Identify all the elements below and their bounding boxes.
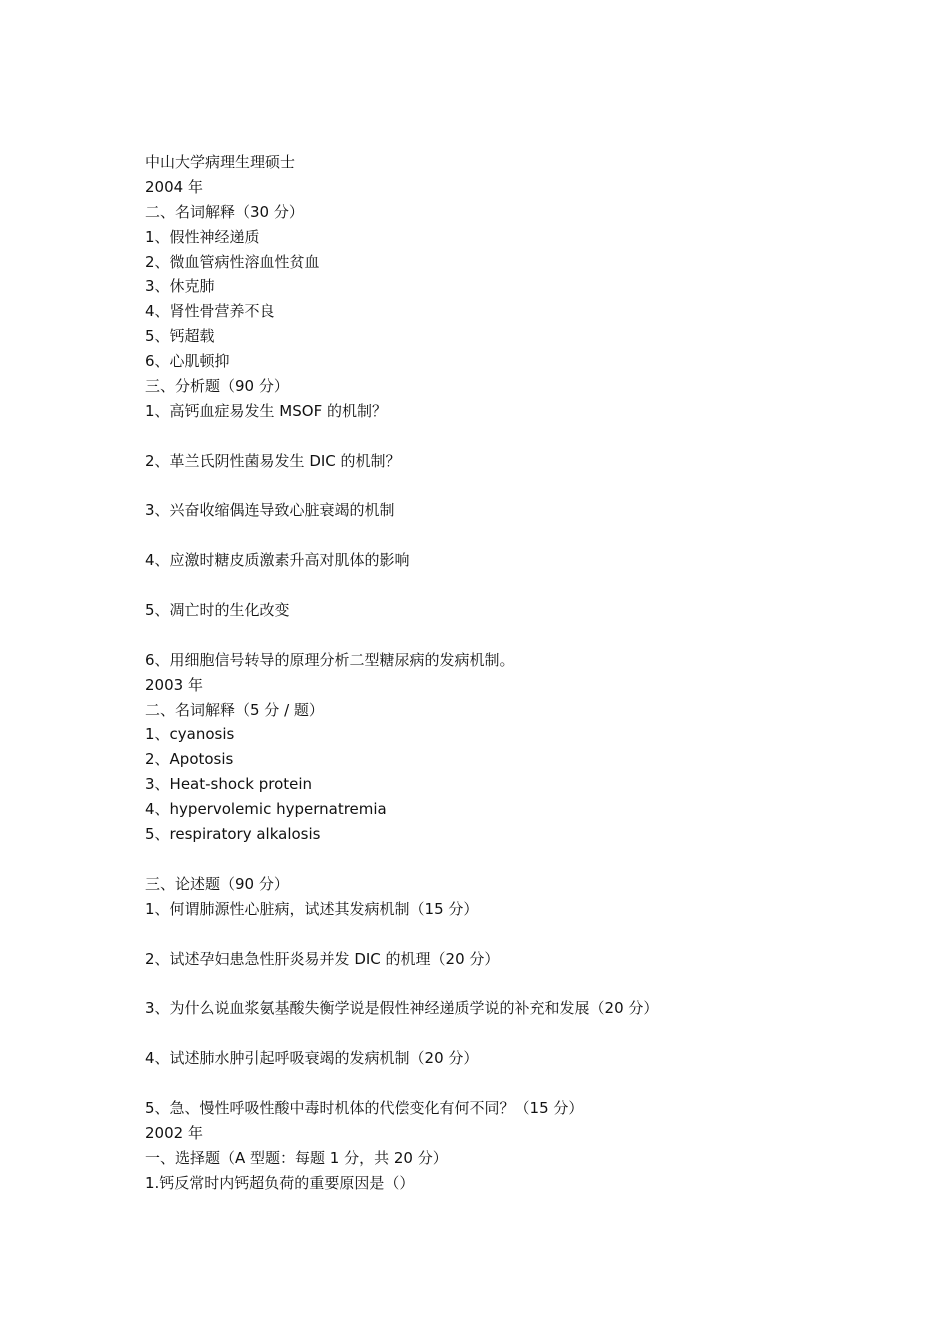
blank-line — [145, 623, 845, 648]
text-line: 二、名词解释（5 分 / 题） — [145, 700, 324, 719]
blank-line — [145, 523, 845, 548]
text-line: 5、respiratory alkalosis — [145, 825, 321, 844]
blank-line — [145, 1071, 845, 1096]
text-line: 1、cyanosis — [145, 725, 235, 744]
text-line: 4、应激时糖皮质激素升高对肌体的影响 — [145, 551, 410, 570]
text-line: 2、Apotosis — [145, 750, 234, 769]
text-line: 三、论述题（90 分） — [145, 874, 289, 893]
text-line: 2004 年 — [145, 177, 203, 196]
blank-line — [145, 573, 845, 598]
document-title: 中山大学病理生理硕士 — [145, 153, 296, 171]
text-line: 6、心肌顿抑 — [145, 352, 230, 371]
text-line: 3、兴奋收缩偶连导致心脏衰竭的机制 — [145, 501, 395, 520]
text-line: 1、假性神经递质 — [145, 227, 260, 246]
text-line: 1、高钙血症易发生 MSOF 的机制？ — [145, 401, 387, 420]
text-line: 2、微血管病性溶血性贫血 — [145, 252, 320, 271]
text-line: 4、hypervolemic hypernatremia — [145, 800, 387, 819]
text-line: 1、何谓肺源性心脏病，试述其发病机制（15 分） — [145, 899, 479, 918]
blank-line — [145, 971, 845, 996]
text-line: 2、革兰氏阴性菌易发生 DIC 的机制？ — [145, 451, 401, 470]
text-line: 4、肾性骨营养不良 — [145, 302, 275, 321]
text-line: 3、休克肺 — [145, 277, 215, 296]
text-line: 3、Heat-shock protein — [145, 775, 313, 794]
blank-line — [145, 1021, 845, 1046]
blank-line — [145, 474, 845, 499]
text-line: 4、试述肺水肿引起呼吸衰竭的发病机制（20 分） — [145, 1049, 479, 1068]
text-line: 5、急、慢性呼吸性酸中毒时机体的代偿变化有何不同？（15 分） — [145, 1098, 584, 1117]
blank-line — [145, 847, 845, 872]
blank-line — [145, 922, 845, 947]
text-line: 1.钙反常时内钙超负荷的重要原因是（） — [145, 1173, 415, 1192]
text-line: 二、名词解释（30 分） — [145, 202, 304, 221]
text-line: 5、钙超载 — [145, 327, 215, 346]
text-line: 2、试述孕妇患急性肝炎易并发 DIC 的机理（20 分） — [145, 949, 500, 968]
text-line: 6、用细胞信号转导的原理分析二型糖尿病的发病机制。 — [145, 650, 515, 669]
blank-line — [145, 424, 845, 449]
document-body — [145, 150, 845, 1195]
text-line: 5、凋亡时的生化改变 — [145, 601, 290, 620]
text-line: 三、分析题（90 分） — [145, 377, 289, 396]
text-line: 2002 年 — [145, 1123, 203, 1142]
text-line: 3、为什么说血浆氨基酸失衡学说是假性神经递质学说的补充和发展（20 分） — [145, 999, 659, 1018]
text-line: 一、选择题（A 型题：每题 1 分，共 20 分） — [145, 1148, 448, 1167]
text-line: 2003 年 — [145, 675, 203, 694]
